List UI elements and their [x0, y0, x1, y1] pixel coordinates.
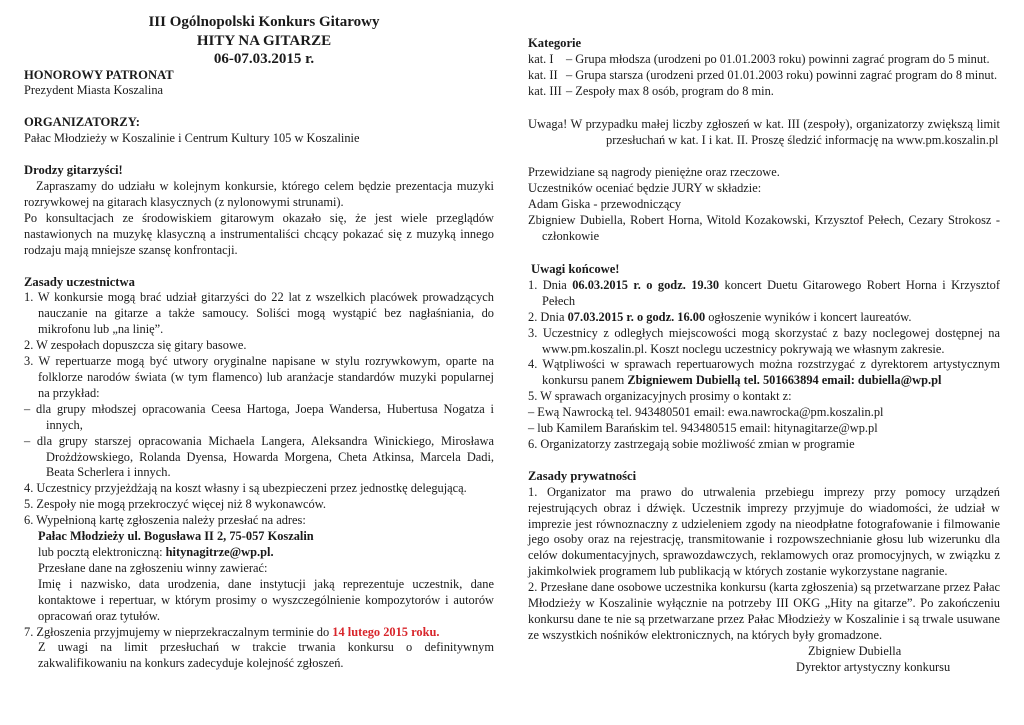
kategoria-text: – Zespoły max 8 osób, program do 8 min. [566, 83, 774, 98]
organizatorzy-heading: ORGANIZATORZY: [24, 115, 140, 130]
drodzy-heading: Drodzy gitarzyści! [24, 163, 123, 178]
patronat-text: Prezydent Miasta Koszalina [24, 83, 164, 98]
uwagi-heading: Uwagi końcowe! [531, 261, 620, 276]
zasady-item-7-note: Z uwagi na limit przesłuchań w trakcie trwania konkursu o definitywnym zakwalifikowaniu na konkurs zadecyduje kolejność zgłoszeń. [38, 640, 494, 671]
nagrody-text: Przewidziane są nagrody pieniężne oraz rzeczowe. [528, 165, 780, 180]
zasady-item-7 [24, 625, 494, 641]
uwagi-item-6: 6. Organizatorzy zastrzegają sobie możliwość zmian w programie [528, 436, 855, 451]
zasady-item-3: 3. W repertuarze mogą być utwory oryginalne napisane w stylu rozrywkowym, oparte na folklorze narodów świata (w tym flamenco) lub aranżacje standardów muzyki popularnej na przykład: [24, 354, 494, 400]
zasady-item-6-data-details: Imię i nazwisko, data urodzenia, dane instytucji jaką reprezentuje uczestnik, dane kontaktowe i repertuar, w którym prosimy o wyszczególnienie kompozytorów i autorów opracowań oraz tytułów. [38, 576, 494, 623]
kategorie-heading: Kategorie [528, 36, 582, 50]
kategoria-row [528, 84, 1000, 100]
zasady-item-3b: – dla grupy starszej opracowania Michaela Langera, Aleksandra Winickiego, Mirosława Drożdżowskiego, Rolanda Dyensa, Howarda Morgena, Cheta Atkinsa, Marcela Dadi, Beata Scherlera i innych. [24, 433, 494, 480]
jury-intro: Uczestników oceniać będzie JURY w składzie: [528, 181, 762, 196]
uwagi-item-4-prefix: 4. Wątpliwości w sprawach repertuarowych można rozstrzygać z dyrektorem artystycznym konkursu panem [528, 357, 1000, 388]
concert-date: 06.03.2015 r. o godz. 19.30 [572, 277, 720, 292]
kategoria-text: – Grupa młodsza (urodzeni po 01.01.2003 roku) powinni zagrać program do 5 minut. [566, 51, 990, 66]
zasady-item-6-email-line [24, 545, 494, 561]
zasady-item-6-data: Przesłane dane na zgłoszeniu winny zawierać: [38, 560, 268, 575]
kategorie-uwaga: Uwaga! W przypadku małej liczby zgłoszeń w kat. III (zespoły), organizatorzy zwiększą limit przesłuchań w kat. I i kat. II. Proszę śledzić informację na www.pm.koszalin.pl [528, 116, 1000, 147]
zasady-item-2: 2. W zespołach dopuszcza się gitary basowe. [24, 338, 247, 353]
signature-name: Zbigniew Dubiella [808, 643, 902, 658]
organizatorzy-text: Pałac Młodzieży w Koszalinie i Centrum Kultury 105 w Koszalinie [24, 131, 360, 146]
zasady-item-5: 5. Zespoły nie mogą przekroczyć więcej niż 8 wykonawców. [24, 497, 326, 512]
uwagi-item-5: 5. W sprawach organizacyjnych prosimy o kontakt z: [528, 389, 792, 404]
jury-members: Zbigniew Dubiella, Robert Horna, Witold Kozakowski, Krzysztof Pełech, Cezary Strokosz - członkowie [528, 213, 1000, 244]
title-line-3: 06-07.03.2015 r. [213, 51, 315, 67]
kategoria-label: kat. II [528, 67, 558, 82]
patronat-heading: HONOROWY PATRONAT [24, 67, 174, 82]
uwagi-item-1-prefix: 1. Dnia [528, 277, 573, 292]
zasady-item-6: 6. Wypełnioną kartę zgłoszenia należy przesłać na adres: [24, 513, 306, 528]
zasady-item-3a: – dla grupy młodszej opracowania Ceesa Hartoga, Joepa Wandersa, Hubertusa Nogatza i innych, [24, 401, 494, 432]
uwagi-item-1-text: koncert Duetu Gitarowego Robert Horna i Krzysztof Pełech [542, 277, 1000, 308]
uwagi-item-5a: – Ewą Nawrocką tel. 943480501 email: ewa.nawrocka@pm.koszalin.pl [528, 405, 884, 420]
signature-role: Dyrektor artystyczny konkursu [796, 659, 951, 674]
prywatnosc-paragraph-2: 2. Przesłane dane osobowe uczestnika konkursu (karta zgłoszenia) są przetwarzane przez Pałac Młodzieży w Koszalinie wyłącznie na potrzeby III OKG „Hity na gitarze”. Po zakończeniu konkursu dane te nie są przetwarzane przez Pałac Młodzieży w Koszalinie i są trwale usuwane ze wszystkich nośników elektronicznych, na których były gromadzone. [528, 580, 1001, 642]
title-line-2: HITY NA GITARZE [196, 32, 332, 49]
uwagi-item-1 [528, 278, 1000, 310]
drodzy-paragraph-1: Zapraszamy do udziału w kolejnym konkursie, którego celem będzie prezentacja muzyki rozrywkowej na gitarach klasycznych (z nylonowymi strunami). [24, 179, 494, 209]
director-contact: Zbigniewem Dubiellą tel. 501663894 email: dubiella@wp.pl [627, 373, 942, 388]
prywatnosc-heading: Zasady prywatności [528, 468, 637, 483]
uwagi-item-5b: – lub Kamilem Barańskim tel. 943480515 email: hitynagitarze@wp.pl [528, 421, 878, 436]
uwagi-item-4 [528, 357, 1000, 389]
email-prefix: lub pocztą elektroniczną: [38, 544, 166, 559]
right-column [528, 0, 1000, 676]
title-line-1: III Ogólnopolski Konkurs Gitarowy [148, 14, 380, 30]
drodzy-paragraph-2: Po konsultacjach ze środowiskiem gitarowym okazało się, że jest wiele przeglądów nastawionych na muzykę klasyczną a instrumentaliści chcący pokazać się z muzyką innego rodzaju mają mniejsze szansę konfrontacji. [24, 210, 494, 257]
item-7-prefix: 7. Zgłoszenia przyjmujemy w nieprzekraczalnym terminie do [24, 624, 333, 639]
kategoria-label: kat. III [528, 83, 562, 98]
email-link[interactable]: hitynagitrze@wp.pl. [165, 544, 274, 559]
kategoria-text: – Grupa starsza (urodzeni przed 01.01.2003 roku) powinni zagrać program do 8 minut. [566, 67, 998, 82]
jury-chair: Adam Giska - przewodniczący [528, 197, 682, 212]
zasady-item-4: 4. Uczestnicy przyjeżdżają na koszt własny i są ubezpieczeni przez jednostkę delegującą. [24, 481, 467, 496]
uwagi-item-2-text: ogłoszenie wyników i koncert laureatów. [705, 309, 912, 324]
prywatnosc-paragraph-1: 1. Organizator ma prawo do utrwalenia przebiegu imprezy przy pomocy urządzeń rejestrujących obraz i dźwięk. Uczestnik imprezy przyjmuje do wiadomości, że udział w imprezie jest równoznaczny z udzieleniem zgody na nieodpłatne fotografowanie i filmowanie jego osoby oraz na rejestrację, transmitowanie i rozpowszechnianie głosu lub wizerunku dla celów dokumentacyjnych, sprawozdawczych, reklamowych oraz promocyjnych, w związku z jakimkolwiek programem lub publikacją w których zostanie wykorzystane nagranie. [528, 484, 1000, 579]
zasady-item-6-address [24, 529, 494, 545]
uwagi-item-3: 3. Uczestnicy z odległych miejscowości mogą skorzystać z bazy noclegowej dostępnej na www.pm.koszalin.pl. Koszt noclegu uczestnicy pokrywają we własnym zakresie. [528, 325, 1000, 356]
left-column [24, 0, 494, 672]
results-date: 07.03.2015 r. o godz. 16.00 [567, 309, 706, 324]
address-text: Pałac Młodzieży ul. Bogusława II 2, 75-057 Koszalin [38, 529, 314, 544]
zasady-item-1: 1. W konkursie mogą brać udział gitarzyści do 22 lat z wszelkich placówek prowadzących nauczanie na gitarze a także samoucy. Soliści mogą wystąpić bez nagłaśniania, do mikrofonu lub „na linię”. [24, 290, 494, 337]
zasady-heading: Zasady uczestnictwa [24, 274, 135, 289]
kategoria-row [528, 68, 1000, 84]
uwagi-item-2 [528, 310, 1000, 326]
kategoria-label: kat. I [528, 51, 554, 66]
uwagi-item-2-prefix: 2. Dnia [528, 309, 568, 324]
kategoria-row [528, 52, 1000, 68]
deadline-date: 14 lutego 2015 roku. [332, 624, 440, 639]
